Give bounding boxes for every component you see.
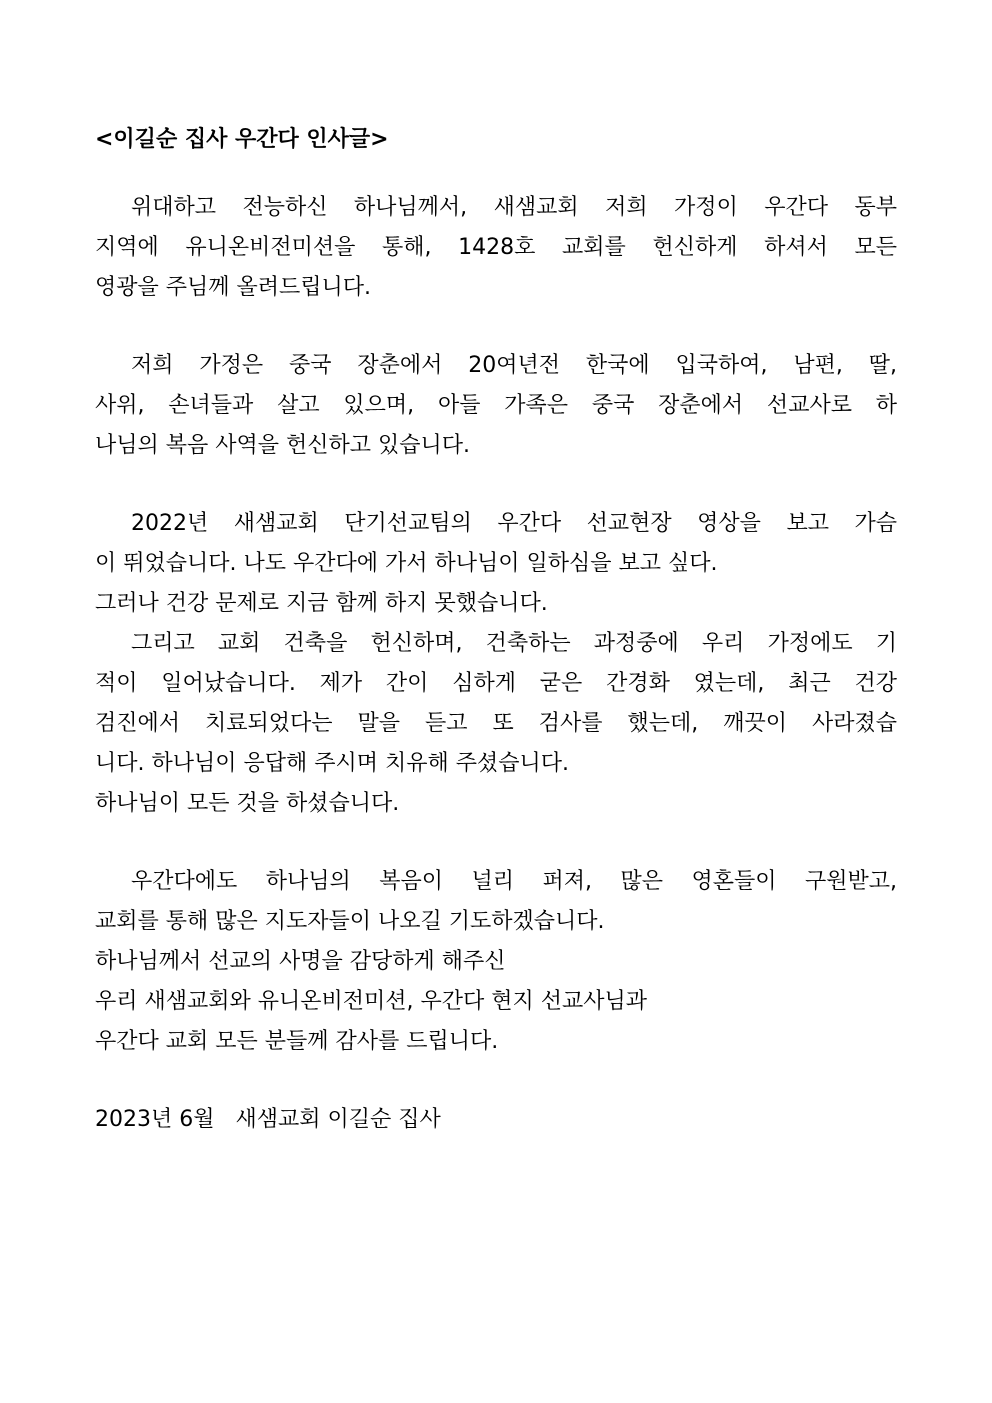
paragraph-2 <box>95 346 897 466</box>
text-line: 하나님께서 선교의 사명을 감당하게 해주신 <box>95 949 506 974</box>
text-line: 그리고 교회 건축을 헌신하며, 건축하는 과정중에 우리 가정에도 기 <box>131 631 897 656</box>
text-line: 나님의 복음 사역을 헌신하고 있습니다. <box>95 433 470 458</box>
text-line: 위대하고 전능하신 하나님께서, 새샘교회 저희 가정이 우간다 동부 <box>131 195 897 220</box>
text-line: 저희 가정은 중국 장춘에서 20여년전 한국에 입국하여, 남편, 딸, <box>131 353 897 378</box>
text-line: 2022년 새샘교회 단기선교팀의 우간다 선교현장 영상을 보고 가슴 <box>131 511 897 536</box>
text-line: 검진에서 치료되었다는 말을 듣고 또 검사를 했는데, 깨끗이 사라졌습 <box>95 711 897 736</box>
text-line: 그러나 건강 문제로 지금 함께 하지 못했습니다. <box>95 591 548 616</box>
document-title: <이길순 집사 우간다 인사글> <box>95 127 389 152</box>
paragraph-3 <box>95 504 897 824</box>
text-line: 사위, 손녀들과 살고 있으며, 아들 가족은 중국 장춘에서 선교사로 하 <box>95 393 897 418</box>
paragraph-1 <box>95 188 897 308</box>
text-line: 니다. 하나님이 응답해 주시며 치유해 주셨습니다. <box>95 751 569 776</box>
document-page <box>95 120 897 1140</box>
text-line: 우간다에도 하나님의 복음이 널리 퍼져, 많은 영혼들이 구원받고, <box>131 869 897 894</box>
text-line: 영광을 주님께 올려드립니다. <box>95 275 372 300</box>
text-line: 지역에 유니온비전미션을 통해, 1428호 교회를 헌신하게 하셔서 모든 <box>95 235 897 260</box>
text-line: 우리 새샘교회와 유니온비전미션, 우간다 현지 선교사님과 <box>95 989 648 1014</box>
paragraph-4 <box>95 862 897 1062</box>
text-line: 하나님이 모든 것을 하셨습니다. <box>95 791 400 816</box>
signature-line: 2023년 6월 새샘교회 이길순 집사 <box>95 1107 441 1132</box>
text-line: 우간다 교회 모든 분들께 감사를 드립니다. <box>95 1029 499 1054</box>
text-line: 교회를 통해 많은 지도자들이 나오길 기도하겠습니다. <box>95 909 605 934</box>
text-line: 적이 일어났습니다. 제가 간이 심하게 굳은 간경화 였는데, 최근 건강 <box>95 671 897 696</box>
text-line: 이 뛰었습니다. 나도 우간다에 가서 하나님이 일하심을 보고 싶다. <box>95 551 718 576</box>
